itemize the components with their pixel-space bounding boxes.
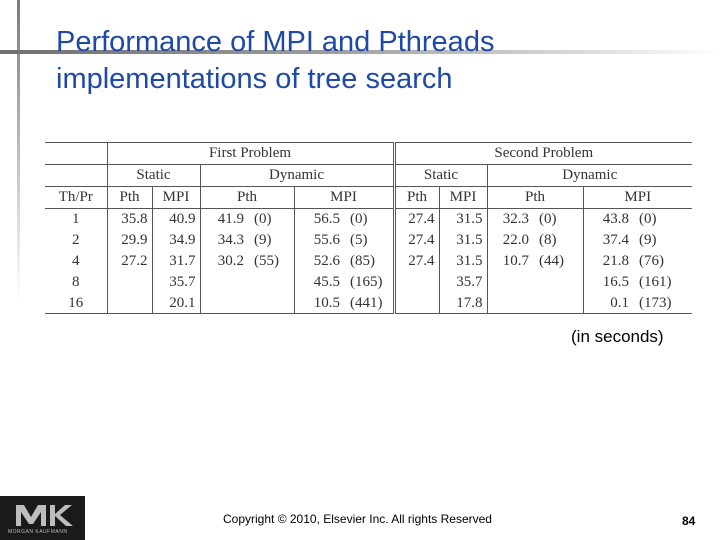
table-cell: (441)	[344, 292, 394, 313]
header-impl-mpi: MPI	[152, 186, 200, 208]
table-cell: (165)	[350, 273, 383, 290]
table-cell	[248, 271, 294, 292]
table-cell: 45.5	[294, 271, 344, 292]
table-cell: 34.9	[152, 230, 200, 251]
table-row	[45, 251, 692, 272]
table-cell: 22.0	[487, 230, 533, 251]
row-label-cell: 4	[72, 252, 80, 269]
table-cell: 31.5	[439, 208, 487, 229]
table-cell: (0)	[639, 211, 657, 228]
header-dynamic-second: Dynamic	[487, 164, 692, 186]
table-cell: (9)	[254, 232, 272, 249]
logo-subtext: MORGAN KAUFMANN	[8, 529, 68, 535]
table-cell: 35.8	[107, 208, 152, 229]
performance-table-container	[45, 142, 692, 314]
table-cell: 10.7	[487, 251, 533, 272]
table-cell: (5)	[350, 232, 368, 249]
table-cell: 10.5	[294, 292, 344, 313]
table-cell: 31.5	[439, 251, 487, 272]
header-th-pr: Th/Pr	[45, 186, 107, 208]
table-cell: (0)	[254, 211, 272, 228]
table-cell: 55.6	[294, 230, 344, 251]
table-cell: 34.3	[200, 230, 248, 251]
table-cell	[487, 292, 533, 313]
table-cell: (76)	[639, 252, 664, 269]
table-cell	[248, 292, 294, 313]
table-cell: 35.7	[439, 271, 487, 292]
table-cell: 31.7	[152, 251, 200, 272]
header-second-problem: Second Problem	[394, 143, 692, 165]
table-cell: 16.5	[583, 271, 633, 292]
header-impl-mpi: MPI	[294, 186, 394, 208]
table-cell: 52.6	[294, 251, 344, 272]
table-cell: (173)	[633, 292, 692, 313]
table-cell: 40.9	[152, 208, 200, 229]
table-cell	[200, 271, 248, 292]
table-cell: 43.8	[583, 208, 633, 229]
table-cell: (0)	[350, 211, 368, 228]
table-row	[45, 271, 692, 292]
table-cell	[394, 292, 439, 313]
table-cell: 30.2	[200, 251, 248, 272]
header-blank-cell	[45, 164, 107, 186]
table-cell: 41.9	[200, 208, 248, 229]
table-header-row-implementations	[45, 186, 692, 208]
table-row	[45, 230, 692, 251]
table-cell: 32.3	[487, 208, 533, 229]
row-label-cell: 8	[72, 273, 80, 290]
header-impl-pth: Pth	[487, 186, 583, 208]
table-cell: (55)	[254, 252, 279, 269]
table-cell	[107, 271, 152, 292]
table-cell: 21.8	[583, 251, 633, 272]
table-body	[45, 208, 692, 313]
table-cell: 20.1	[152, 292, 200, 313]
table-cell: (8)	[539, 232, 557, 249]
table-header-row-problems	[45, 143, 692, 165]
table-cell: 29.9	[107, 230, 152, 251]
table-cell: 27.2	[107, 251, 152, 272]
table-row	[45, 208, 692, 229]
copyright-text: Copyright © 2010, Elsevier Inc. All rights Reserved	[223, 512, 492, 526]
header-first-problem: First Problem	[107, 143, 394, 165]
table-cell: 31.5	[439, 230, 487, 251]
slide-title-line-2: implementations of tree search	[56, 63, 453, 95]
publisher-logo	[0, 496, 85, 540]
header-impl-pth: Pth	[107, 186, 152, 208]
table-cell	[107, 292, 152, 313]
table-cell: (0)	[539, 211, 557, 228]
decorative-vertical-bar	[17, 0, 20, 300]
header-blank-cell	[45, 143, 107, 165]
mk-logo-icon	[12, 502, 76, 528]
table-cell: 27.4	[394, 251, 439, 272]
table-header-row-modes	[45, 164, 692, 186]
units-note: (in seconds)	[571, 327, 664, 346]
header-impl-pth: Pth	[394, 186, 439, 208]
header-static-second: Static	[394, 164, 487, 186]
table-row	[45, 292, 692, 313]
table-cell: 37.4	[583, 230, 633, 251]
table-cell: (161)	[639, 273, 672, 290]
header-impl-pth: Pth	[200, 186, 294, 208]
table-cell: 35.7	[152, 271, 200, 292]
table-cell: 56.5	[294, 208, 344, 229]
table-cell	[200, 292, 248, 313]
row-label-cell: 2	[72, 232, 80, 249]
row-label-cell: 16	[45, 292, 107, 313]
table-cell	[533, 292, 583, 313]
page-number: 84	[682, 514, 696, 528]
table-cell	[394, 271, 439, 292]
header-impl-mpi: MPI	[439, 186, 487, 208]
table-cell: 27.4	[394, 208, 439, 229]
table-cell: 17.8	[439, 292, 487, 313]
header-dynamic-first: Dynamic	[200, 164, 394, 186]
row-label-cell: 1	[72, 211, 80, 228]
header-static-first: Static	[107, 164, 200, 186]
table-cell: (9)	[639, 232, 657, 249]
header-impl-mpi: MPI	[583, 186, 692, 208]
table-cell	[533, 271, 583, 292]
table-cell: (85)	[350, 252, 375, 269]
table-cell: (44)	[539, 252, 564, 269]
performance-table	[45, 142, 692, 314]
table-cell	[487, 271, 533, 292]
slide-title-line-1: Performance of MPI and Pthreads	[56, 26, 495, 58]
table-cell: 0.1	[583, 292, 633, 313]
slide-title	[56, 24, 494, 98]
table-cell: 27.4	[394, 230, 439, 251]
